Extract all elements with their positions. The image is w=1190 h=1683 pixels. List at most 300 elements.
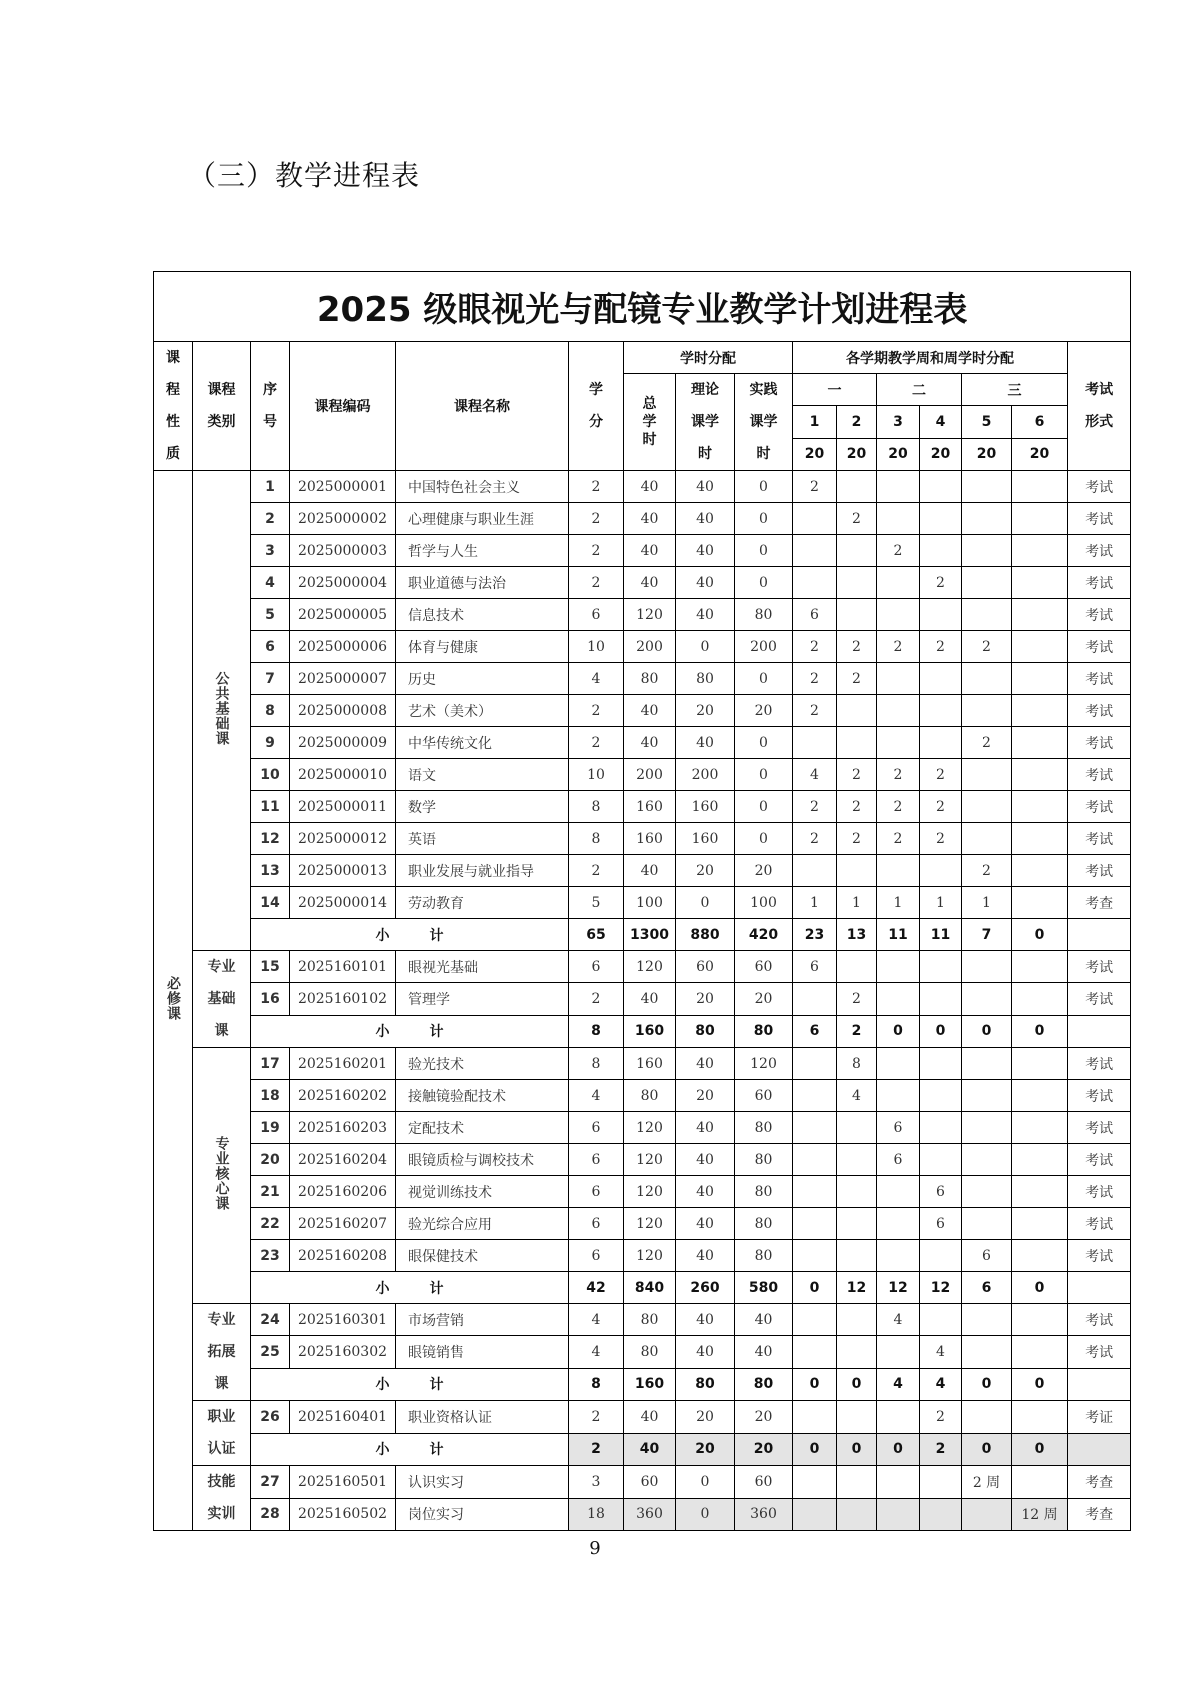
semester-hours	[1012, 1112, 1068, 1144]
subtotal-semester-hours: 0	[793, 1433, 837, 1466]
course-theory-hours: 80	[676, 663, 735, 695]
course-exam-form: 考试	[1068, 663, 1131, 695]
subtotal-semester-hours: 0	[877, 1433, 920, 1466]
course-name: 职业发展与就业指导	[396, 855, 569, 887]
course-practice-hours: 40	[735, 1304, 793, 1336]
course-total-hours: 40	[624, 855, 676, 887]
subtotal-total-hours: 160	[624, 1015, 676, 1047]
course-total-hours: 40	[624, 1401, 676, 1434]
teaching-plan-table	[153, 271, 1131, 1531]
course-seq: 26	[251, 1401, 290, 1434]
course-seq: 9	[251, 727, 290, 759]
course-practice-hours: 80	[735, 1144, 793, 1176]
course-total-hours: 200	[624, 631, 676, 663]
semester-hours: 6	[793, 599, 837, 631]
semester-hours: 2	[962, 855, 1012, 887]
semester-hours: 1	[877, 887, 920, 919]
course-total-hours: 160	[624, 791, 676, 823]
semester-hours	[837, 1304, 877, 1336]
table-row	[154, 1466, 1131, 1499]
course-practice-hours: 100	[735, 887, 793, 919]
course-total-hours: 160	[624, 1048, 676, 1080]
course-name: 管理学	[396, 983, 569, 1015]
course-theory-hours: 0	[676, 631, 735, 663]
course-credit: 2	[569, 503, 624, 535]
table-row	[154, 983, 1131, 1015]
course-total-hours: 40	[624, 567, 676, 599]
category-certification: 职业 认证	[193, 1401, 251, 1466]
course-practice-hours: 0	[735, 535, 793, 567]
header-total-hours: 总 学 时	[624, 374, 676, 471]
course-exam-form: 考试	[1068, 1080, 1131, 1112]
table-row	[154, 1112, 1131, 1144]
subtotal-row	[154, 1272, 1131, 1304]
table-row	[154, 823, 1131, 855]
header-year-1: 一	[793, 374, 877, 406]
semester-hours	[920, 1304, 962, 1336]
course-practice-hours: 80	[735, 1208, 793, 1240]
course-total-hours: 60	[624, 1466, 676, 1499]
semester-hours	[920, 695, 962, 727]
course-credit: 6	[569, 1112, 624, 1144]
table-row	[154, 1176, 1131, 1208]
header-course-nature: 课 程 性 质	[154, 342, 193, 471]
course-seq: 25	[251, 1336, 290, 1368]
subtotal-credit: 8	[569, 1368, 624, 1400]
table-row	[154, 887, 1131, 919]
semester-hours: 2	[793, 823, 837, 855]
semester-hours	[793, 567, 837, 599]
semester-hours	[1012, 695, 1068, 727]
course-credit: 2	[569, 567, 624, 599]
header-semester: 2	[837, 406, 877, 438]
empty-cell	[1068, 1433, 1131, 1466]
semester-hours	[877, 1080, 920, 1112]
course-name: 视觉训练技术	[396, 1176, 569, 1208]
course-total-hours: 40	[624, 535, 676, 567]
course-seq: 7	[251, 663, 290, 695]
semester-hours	[962, 695, 1012, 727]
course-name: 市场营销	[396, 1304, 569, 1336]
semester-hours: 2	[793, 631, 837, 663]
semester-hours	[920, 1240, 962, 1272]
category-skill-training: 技能 实训	[193, 1466, 251, 1531]
course-code: 2025000005	[290, 599, 396, 631]
course-seq: 10	[251, 759, 290, 791]
course-code: 2025000010	[290, 759, 396, 791]
course-total-hours: 160	[624, 823, 676, 855]
subtotal-semester-hours: 6	[962, 1272, 1012, 1304]
semester-hours	[962, 951, 1012, 983]
subtotal-credit: 65	[569, 919, 624, 951]
semester-hours: 2	[920, 823, 962, 855]
course-code: 2025000008	[290, 695, 396, 727]
semester-hours: 1	[962, 887, 1012, 919]
course-code: 2025160401	[290, 1401, 396, 1434]
course-practice-hours: 0	[735, 759, 793, 791]
category-professional-foundation: 专业 基础 课	[193, 951, 251, 1048]
course-theory-hours: 20	[676, 855, 735, 887]
course-theory-hours: 40	[676, 567, 735, 599]
subtotal-semester-hours: 0	[793, 1272, 837, 1304]
course-practice-hours: 0	[735, 471, 793, 503]
table-row	[154, 791, 1131, 823]
semester-hours	[962, 1304, 1012, 1336]
table-row	[154, 1304, 1131, 1336]
course-exam-form: 考试	[1068, 631, 1131, 663]
course-practice-hours: 20	[735, 983, 793, 1015]
course-credit: 18	[569, 1498, 624, 1531]
subtotal-semester-hours: 4	[920, 1368, 962, 1400]
course-code: 2025000013	[290, 855, 396, 887]
empty-cell	[1068, 1368, 1131, 1400]
semester-hours: 6	[920, 1208, 962, 1240]
header-weeks: 20	[877, 438, 920, 470]
subtotal-row	[154, 1368, 1131, 1400]
course-credit: 6	[569, 1176, 624, 1208]
semester-hours: 2	[920, 631, 962, 663]
semester-hours: 2	[920, 567, 962, 599]
subtotal-credit: 2	[569, 1433, 624, 1466]
semester-hours: 2	[920, 759, 962, 791]
course-seq: 24	[251, 1304, 290, 1336]
semester-hours	[877, 471, 920, 503]
semester-hours	[1012, 1304, 1068, 1336]
subtotal-semester-hours: 12	[877, 1272, 920, 1304]
header-theory-hours: 理论 课学 时	[676, 374, 735, 471]
subtotal-semester-hours: 0	[1012, 1433, 1068, 1466]
course-code: 2025000001	[290, 471, 396, 503]
semester-hours	[1012, 951, 1068, 983]
course-name: 眼视光基础	[396, 951, 569, 983]
semester-hours	[920, 1466, 962, 1499]
semester-hours	[793, 1080, 837, 1112]
category-public-basic: 公共基础课	[193, 471, 251, 951]
semester-hours	[920, 471, 962, 503]
course-name: 哲学与人生	[396, 535, 569, 567]
category-professional-extension: 专业 拓展 课	[193, 1304, 251, 1401]
semester-hours: 2	[793, 695, 837, 727]
header-year-2: 二	[877, 374, 962, 406]
subtotal-label: 小 计	[251, 1272, 569, 1304]
course-theory-hours: 40	[676, 1304, 735, 1336]
header-exam-form: 考试 形式	[1068, 342, 1131, 471]
course-total-hours: 120	[624, 1112, 676, 1144]
semester-hours	[793, 1401, 837, 1434]
semester-hours: 2	[962, 727, 1012, 759]
course-exam-form: 考试	[1068, 727, 1131, 759]
semester-hours	[877, 855, 920, 887]
semester-hours: 4	[877, 1304, 920, 1336]
course-credit: 2	[569, 855, 624, 887]
semester-hours	[877, 1466, 920, 1499]
header-course-name: 课程名称	[396, 342, 569, 471]
table-row	[154, 1240, 1131, 1272]
semester-hours	[793, 1112, 837, 1144]
semester-hours	[793, 1240, 837, 1272]
course-credit: 2	[569, 983, 624, 1015]
subtotal-semester-hours: 0	[1012, 1368, 1068, 1400]
semester-hours	[1012, 1048, 1068, 1080]
course-seq: 3	[251, 535, 290, 567]
subtotal-semester-hours: 0	[837, 1368, 877, 1400]
course-credit: 6	[569, 1144, 624, 1176]
course-credit: 2	[569, 1401, 624, 1434]
course-seq: 23	[251, 1240, 290, 1272]
course-theory-hours: 40	[676, 471, 735, 503]
semester-hours	[877, 1401, 920, 1434]
course-total-hours: 120	[624, 1208, 676, 1240]
course-exam-form: 考试	[1068, 1304, 1131, 1336]
section-heading: （三）教学进程表	[188, 159, 421, 192]
course-code: 2025160204	[290, 1144, 396, 1176]
semester-hours	[793, 1048, 837, 1080]
semester-hours	[1012, 1144, 1068, 1176]
semester-hours: 2	[877, 631, 920, 663]
subtotal-semester-hours: 11	[920, 919, 962, 951]
semester-hours	[1012, 727, 1068, 759]
semester-hours	[1012, 855, 1068, 887]
semester-hours: 2	[837, 823, 877, 855]
subtotal-theory-hours: 80	[676, 1015, 735, 1047]
subtotal-semester-hours: 0	[1012, 919, 1068, 951]
semester-hours	[1012, 1176, 1068, 1208]
table-row	[154, 1048, 1131, 1080]
semester-hours	[877, 983, 920, 1015]
course-seq: 20	[251, 1144, 290, 1176]
subtotal-theory-hours: 80	[676, 1368, 735, 1400]
course-code: 2025000002	[290, 503, 396, 535]
course-seq: 28	[251, 1498, 290, 1531]
course-total-hours: 120	[624, 1144, 676, 1176]
course-seq: 6	[251, 631, 290, 663]
course-code: 2025160101	[290, 951, 396, 983]
table-row	[154, 855, 1131, 887]
course-name: 眼保健技术	[396, 1240, 569, 1272]
course-code: 2025160302	[290, 1336, 396, 1368]
semester-hours	[962, 535, 1012, 567]
course-total-hours: 80	[624, 1336, 676, 1368]
semester-hours	[1012, 791, 1068, 823]
table-row	[154, 567, 1131, 599]
course-code: 2025160208	[290, 1240, 396, 1272]
course-exam-form: 考试	[1068, 1208, 1131, 1240]
course-code: 2025000007	[290, 663, 396, 695]
course-code: 2025160501	[290, 1466, 396, 1499]
course-exam-form: 考试	[1068, 599, 1131, 631]
header-weeks: 20	[1012, 438, 1068, 470]
subtotal-row	[154, 919, 1131, 951]
course-seq: 18	[251, 1080, 290, 1112]
header-course-category: 课程 类别	[193, 342, 251, 471]
course-exam-form: 考试	[1068, 1336, 1131, 1368]
header-year-3: 三	[962, 374, 1068, 406]
table-row	[154, 503, 1131, 535]
semester-hours	[1012, 1208, 1068, 1240]
semester-hours	[1012, 599, 1068, 631]
semester-hours: 2	[837, 663, 877, 695]
semester-hours	[793, 1498, 837, 1531]
course-seq: 2	[251, 503, 290, 535]
subtotal-semester-hours: 23	[793, 919, 837, 951]
table-row	[154, 1080, 1131, 1112]
semester-hours: 2	[920, 1401, 962, 1434]
table-row	[154, 1144, 1131, 1176]
course-credit: 4	[569, 1336, 624, 1368]
semester-hours	[837, 535, 877, 567]
course-seq: 15	[251, 951, 290, 983]
semester-hours: 8	[837, 1048, 877, 1080]
semester-hours	[793, 1466, 837, 1499]
semester-hours	[837, 727, 877, 759]
semester-hours	[837, 1240, 877, 1272]
course-practice-hours: 0	[735, 567, 793, 599]
course-total-hours: 100	[624, 887, 676, 919]
course-name: 艺术（美术）	[396, 695, 569, 727]
course-total-hours: 360	[624, 1498, 676, 1531]
course-practice-hours: 40	[735, 1336, 793, 1368]
semester-hours	[962, 1080, 1012, 1112]
course-credit: 8	[569, 1048, 624, 1080]
course-code: 2025160206	[290, 1176, 396, 1208]
course-theory-hours: 160	[676, 823, 735, 855]
course-total-hours: 120	[624, 1240, 676, 1272]
course-total-hours: 80	[624, 1080, 676, 1112]
course-exam-form: 考查	[1068, 887, 1131, 919]
subtotal-row	[154, 1433, 1131, 1466]
semester-hours	[793, 535, 837, 567]
subtotal-semester-hours: 0	[877, 1015, 920, 1047]
semester-hours: 2	[920, 791, 962, 823]
semester-hours	[877, 1498, 920, 1531]
course-practice-hours: 80	[735, 1176, 793, 1208]
subtotal-semester-hours: 11	[877, 919, 920, 951]
semester-hours: 4	[793, 759, 837, 791]
course-theory-hours: 200	[676, 759, 735, 791]
subtotal-credit: 42	[569, 1272, 624, 1304]
semester-hours: 2	[877, 759, 920, 791]
semester-hours	[962, 791, 1012, 823]
table-row	[154, 535, 1131, 567]
course-total-hours: 200	[624, 759, 676, 791]
course-total-hours: 120	[624, 1176, 676, 1208]
course-name: 体育与健康	[396, 631, 569, 663]
course-theory-hours: 20	[676, 695, 735, 727]
course-seq: 8	[251, 695, 290, 727]
course-practice-hours: 60	[735, 1080, 793, 1112]
course-exam-form: 考试	[1068, 759, 1131, 791]
semester-hours: 1	[837, 887, 877, 919]
course-nature-label: 必修课	[154, 471, 193, 1531]
course-seq: 5	[251, 599, 290, 631]
semester-hours	[1012, 663, 1068, 695]
header-semester: 4	[920, 406, 962, 438]
semester-hours: 6	[793, 951, 837, 983]
semester-hours	[1012, 1466, 1068, 1499]
subtotal-label: 小 计	[251, 1433, 569, 1466]
course-practice-hours: 200	[735, 631, 793, 663]
subtotal-theory-hours: 20	[676, 1433, 735, 1466]
subtotal-semester-hours: 0	[962, 1433, 1012, 1466]
course-practice-hours: 0	[735, 791, 793, 823]
subtotal-semester-hours: 12	[837, 1272, 877, 1304]
course-name: 心理健康与职业生涯	[396, 503, 569, 535]
subtotal-credit: 8	[569, 1015, 624, 1047]
course-name: 职业资格认证	[396, 1401, 569, 1434]
course-practice-hours: 80	[735, 1240, 793, 1272]
course-theory-hours: 160	[676, 791, 735, 823]
subtotal-semester-hours: 4	[877, 1368, 920, 1400]
course-practice-hours: 20	[735, 1401, 793, 1434]
semester-hours	[837, 1144, 877, 1176]
header-credit: 学 分	[569, 342, 624, 471]
course-code: 2025000011	[290, 791, 396, 823]
subtotal-practice-hours: 580	[735, 1272, 793, 1304]
header-semester: 3	[877, 406, 920, 438]
semester-hours: 6	[877, 1144, 920, 1176]
course-name: 信息技术	[396, 599, 569, 631]
table-row	[154, 631, 1131, 663]
semester-hours: 2	[793, 663, 837, 695]
course-credit: 4	[569, 1080, 624, 1112]
course-name: 劳动教育	[396, 887, 569, 919]
semester-hours	[877, 1176, 920, 1208]
course-code: 2025160102	[290, 983, 396, 1015]
semester-hours: 1	[920, 887, 962, 919]
semester-hours	[793, 1336, 837, 1368]
semester-hours	[1012, 759, 1068, 791]
semester-hours	[837, 855, 877, 887]
semester-hours	[1012, 567, 1068, 599]
subtotal-label: 小 计	[251, 919, 569, 951]
semester-hours	[793, 1304, 837, 1336]
course-credit: 4	[569, 1304, 624, 1336]
table-row	[154, 663, 1131, 695]
course-exam-form: 考试	[1068, 567, 1131, 599]
subtotal-theory-hours: 880	[676, 919, 735, 951]
table-row	[154, 759, 1131, 791]
course-exam-form: 考试	[1068, 951, 1131, 983]
empty-cell	[1068, 1272, 1131, 1304]
course-code: 2025000009	[290, 727, 396, 759]
course-theory-hours: 40	[676, 599, 735, 631]
semester-hours	[920, 951, 962, 983]
course-practice-hours: 80	[735, 1112, 793, 1144]
semester-hours	[1012, 471, 1068, 503]
course-practice-hours: 60	[735, 951, 793, 983]
table-row	[154, 951, 1131, 983]
header-course-code: 课程编码	[290, 342, 396, 471]
course-seq: 14	[251, 887, 290, 919]
semester-hours	[920, 1080, 962, 1112]
semester-hours	[837, 1498, 877, 1531]
semester-hours	[837, 1176, 877, 1208]
course-name: 眼镜销售	[396, 1336, 569, 1368]
course-name: 岗位实习	[396, 1498, 569, 1531]
course-credit: 6	[569, 1240, 624, 1272]
semester-hours	[920, 1112, 962, 1144]
header-semester: 1	[793, 406, 837, 438]
course-seq: 11	[251, 791, 290, 823]
course-credit: 8	[569, 823, 624, 855]
semester-hours: 2	[793, 471, 837, 503]
course-total-hours: 120	[624, 599, 676, 631]
course-theory-hours: 60	[676, 951, 735, 983]
course-name: 中华传统文化	[396, 727, 569, 759]
semester-hours	[1012, 1401, 1068, 1434]
subtotal-semester-hours: 6	[793, 1015, 837, 1047]
header-semester: 6	[1012, 406, 1068, 438]
